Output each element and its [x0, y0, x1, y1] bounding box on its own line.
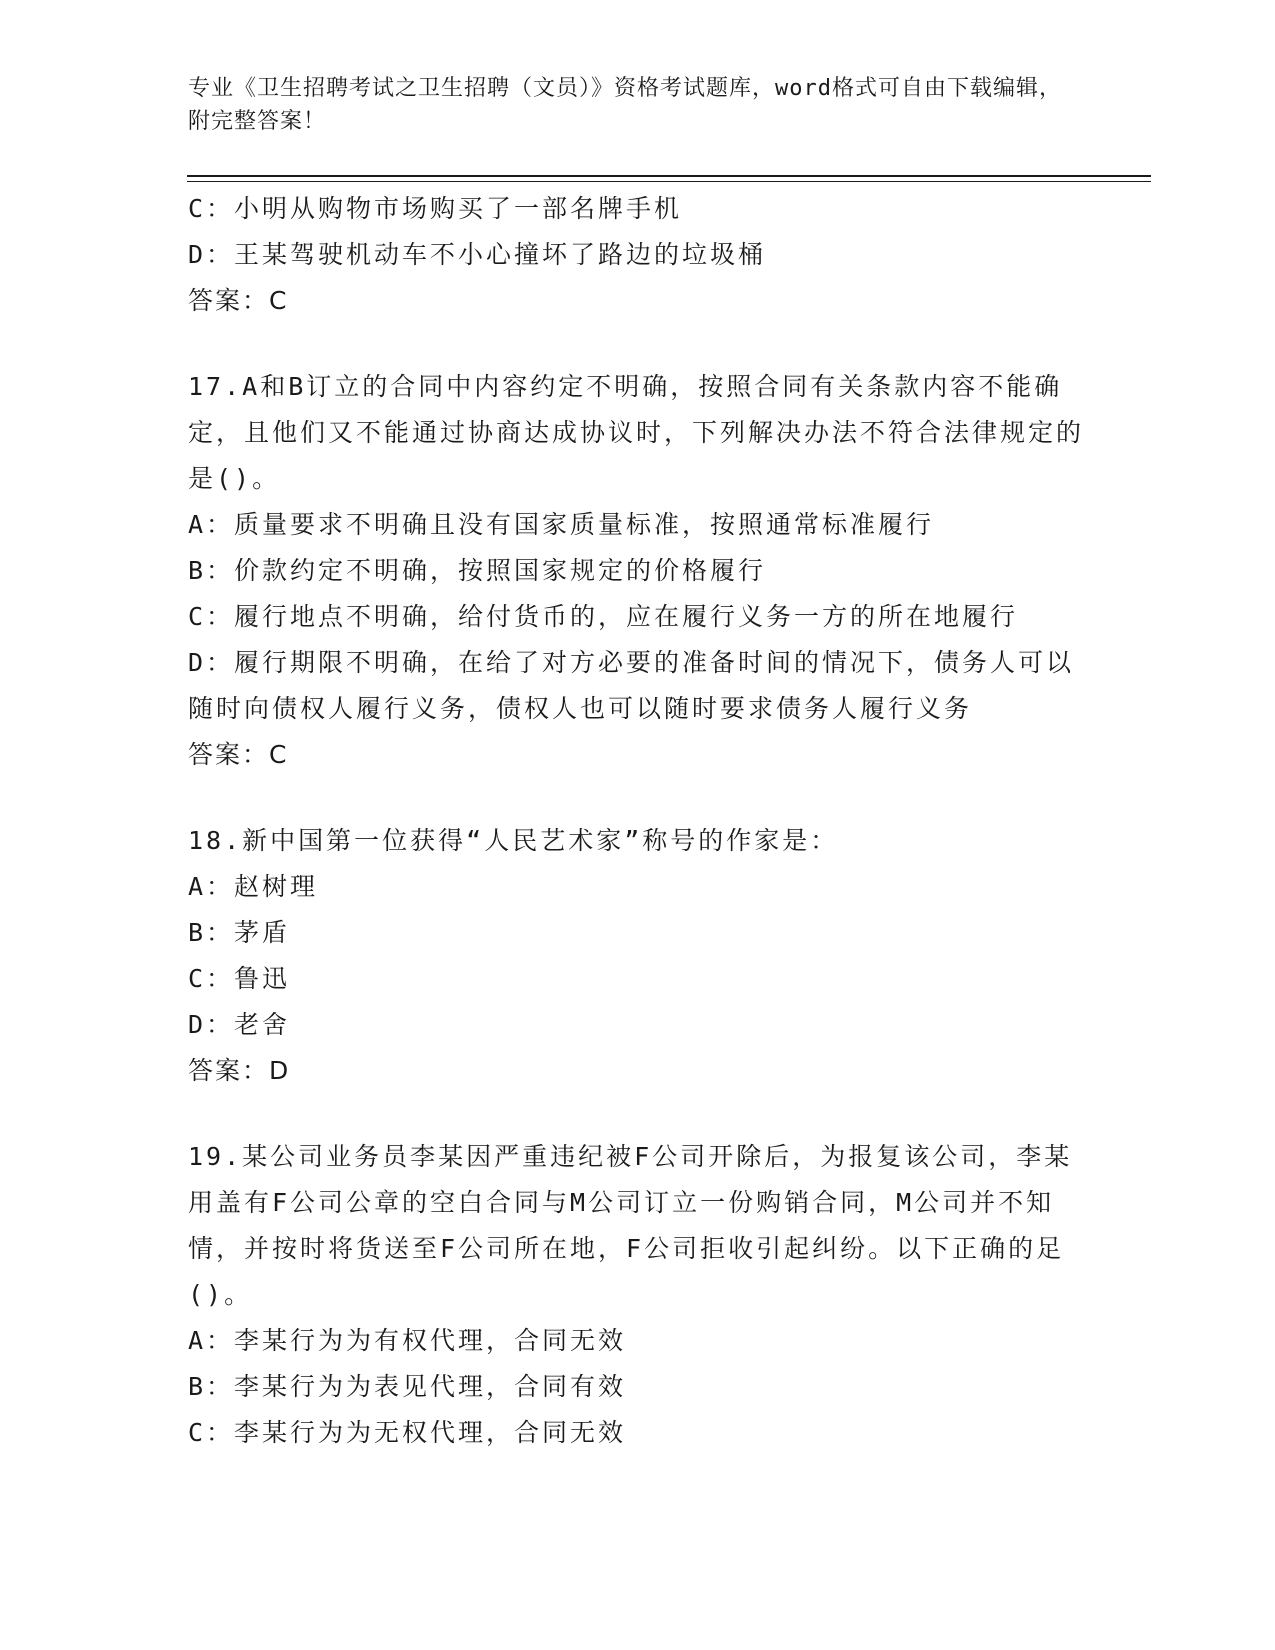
spacer	[188, 1094, 1088, 1134]
q18-stem: 18.新中国第一位获得“人民艺术家”称号的作家是：	[188, 826, 839, 855]
spacer	[188, 324, 1088, 364]
q17-option-d: D：履行期限不明确，在给了对方必要的准备时间的情况下，债务人可以随时向债权人履行义务，债权人也可以随时要求债务人履行义务	[188, 648, 1075, 723]
q19-stem: 19.某公司业务员李某因严重违纪被F公司开除后，为报复该公司，李某用盖有F公司公章的空白合同与M公司订立一份购销合同，M公司并不知情，并按时将货送至F公司所在地，F公司拒收引起纠纷。以下正确的足()。	[188, 1142, 1073, 1309]
q18-option-b: B：茅盾	[188, 918, 291, 947]
q17-answer: 答案：C	[188, 740, 289, 769]
q18-option-d: D：老舍	[188, 1010, 291, 1039]
q16-option-c: C：小明从购物市场购买了一部名牌手机	[188, 194, 683, 223]
q18-answer: 答案：D	[188, 1056, 291, 1085]
q19-option-c: C：李某行为为无权代理，合同无效	[188, 1418, 627, 1447]
q19-option-a: A：李某行为为有权代理，合同无效	[188, 1326, 627, 1355]
q18-option-c: C：鲁迅	[188, 964, 291, 993]
header-divider-thick	[187, 175, 1151, 177]
q17-option-c: C：履行地点不明确，给付货币的，应在履行义务一方的所在地履行	[188, 602, 1019, 631]
q16-option-d: D：王某驾驶机动车不小心撞坏了路边的垃圾桶	[188, 240, 767, 269]
q17-option-a: A：质量要求不明确且没有国家质量标准，按照通常标准履行	[188, 510, 935, 539]
question-content	[188, 186, 1088, 1456]
spacer	[188, 778, 1088, 818]
q18-option-a: A：赵树理	[188, 872, 319, 901]
header-divider-thin	[187, 181, 1151, 182]
q17-option-b: B：价款约定不明确，按照国家规定的价格履行	[188, 556, 767, 585]
q19-option-b: B：李某行为为表见代理，合同有效	[188, 1372, 627, 1401]
q17-stem: 17.A和B订立的合同中内容约定不明确，按照合同有关条款内容不能确定，且他们又不能通过协商达成协议时，下列解决办法不符合法律规定的是()。	[188, 372, 1085, 493]
q16-answer: 答案：C	[188, 286, 289, 315]
document-header: 专业《卫生招聘考试之卫生招聘（文员）》资格考试题库，word格式可自由下载编辑，附完整答案！	[188, 76, 1062, 134]
